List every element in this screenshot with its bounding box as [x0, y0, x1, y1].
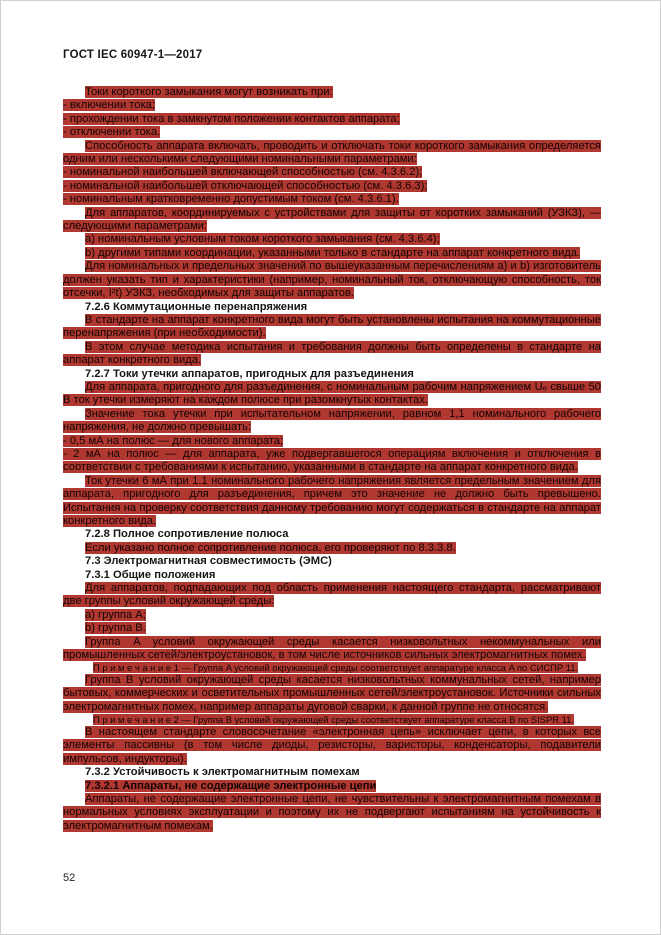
list-item: a) номинальным условным током короткого замыкания (см. 4.3.6.4);	[85, 233, 440, 246]
body-paragraph: Аппараты, не содержащие электронные цепи, не чувствительны к электромагнитным помехам в нормальных условиях эксплуатации и поэтому их не подвергают испытаниям на устойчивость к электромагнитным помехам.	[63, 792, 601, 832]
body-paragraph: Для аппарата, пригодного для разъединения, с номинальным рабочим напряжением Uₑ свыше 50 В ток утечки измеряют на каждом полюсе при разомкнутых контактах.	[63, 380, 601, 407]
body-paragraph: Группа A условий окружающей среды касается низковольтных некоммунальных или промышленных сетей/электроустановок, в том числе источников сильных электромагнитных помех.	[63, 635, 601, 662]
list-item: a) группа A;	[85, 608, 146, 621]
document-body	[63, 86, 601, 833]
list-item: - 0,5 мА на полюс — для нового аппарата;	[63, 434, 284, 447]
clause-heading: 7.2.6 Коммутационные перенапряжения	[85, 300, 308, 313]
clause-heading: 7.3.1 Общие положения	[85, 568, 216, 581]
list-item: - номинальной наибольшей отключающей способностью (см. 4.3.6.3);	[63, 179, 428, 192]
list-item: - отключении тока.	[63, 126, 161, 139]
body-paragraph: Для аппаратов, координируемых с устройствами для защиты от коротких замыканий (УЗКЗ), — следующими параметрами:	[63, 206, 601, 233]
list-item: - 2 мА на полюс — для аппарата, уже подвергавшегося операциям включения и отключения в соответствии с требованиями к испытанию, указанными в стандарте на аппарат конкретного вида.	[63, 447, 601, 474]
clause-heading: 7.3.2 Устойчивость к электромагнитным помехам	[85, 766, 360, 779]
note-paragraph: П р и м е ч а н и е 2 — Группа B условий окружающей среды соответствует аппаратуре класса B по SISPR 11.	[93, 714, 574, 726]
list-item: b) другими типами координации, указанными только в стандарте на аппарат конкретного вида.	[85, 246, 581, 259]
body-paragraph: Значение тока утечки при испытательном напряжении, равном 1,1 номинального рабочего напряжения, не должно превышать:	[63, 407, 601, 434]
body-paragraph: Токи короткого замыкания могут возникать при:	[85, 86, 333, 98]
body-paragraph: Способность аппарата включать, проводить и отключать токи короткого замыкания определяется одним или несколькими следующими номинальными параметрами:	[63, 139, 601, 166]
body-paragraph: Если указано полное сопротивление полюса, его проверяют по 8.3.3.8.	[85, 541, 456, 554]
body-paragraph: В настоящем стандарте словосочетание «электронная цепь» исключает цепи, в которых все элементы пассивны (в том числе диоды, резисторы, варисторы, конденсаторы, подавители импульсов, индукторы).	[63, 725, 601, 765]
note-paragraph: П р и м е ч а н и е 1 — Группа A условий окружающей среды соответствует аппаратуре класса A по СИСПР 11.	[93, 662, 579, 674]
list-item: - номинальной наибольшей включающей способностью (см. 4.3.6.2);	[63, 166, 423, 179]
section-heading: 7.3 Электромагнитная совместимость (ЭМС)	[85, 555, 332, 568]
list-item: - номинальным кратковременно допустимым током (см. 4.3.6.1).	[63, 193, 399, 206]
standard-number: ГОСТ IEC 60947-1—2017	[63, 49, 203, 61]
clause-heading: 7.3.2.1 Аппараты, не содержащие электронные цепи	[85, 779, 377, 792]
list-item: - прохождении тока в замкнутом положении контактов аппарата;	[63, 112, 400, 125]
body-paragraph: В этом случае методика испытания и требования должны быть определены в стандарте на аппарат конкретного вида.	[63, 340, 601, 367]
body-paragraph: Ток утечки 6 мА при 1.1 номинального рабочего напряжения является предельным значением для аппарата, пригодного для разъединения, причем это значение не должно быть превышено. Испытания на проверку соответствия данному требованию могут содержаться в стандарте на аппарат конкретного вида.	[63, 474, 601, 527]
clause-heading: 7.2.8 Полное сопротивление полюса	[85, 528, 289, 541]
list-item: - включении тока;	[63, 99, 155, 112]
page-number: 52	[63, 872, 76, 884]
body-paragraph: Группа B условий окружающей среды касается низковольтных коммунальных сетей, например бытовых, коммерческих и осветительных промышленных сетей/электроустановок. Источники сильных электромагнитных помех, например аппараты дуговой сварки, к данной группе не относятся.	[63, 674, 601, 713]
body-paragraph: Для аппаратов, подпадающих под область применения настоящего стандарта, рассматривают две группы условий окружающей среды:	[63, 582, 601, 608]
body-paragraph: Для номинальных и предельных значений по вышеуказанным перечислениям a) и b) изготовитель должен указать тип и характеристики (например, номинальный ток, отключающую способность, ток отсечки, I²t) УЗКЗ, необходимых для защиты аппаратов.	[63, 260, 601, 300]
clause-heading: 7.2.7 Токи утечки аппаратов, пригодных для разъединения	[85, 367, 414, 380]
list-item: b) группа B.	[85, 622, 146, 635]
document-header	[63, 49, 601, 61]
body-paragraph: В стандарте на аппарат конкретного вида могут быть установлены испытания на коммутационные перенапряжения (при необходимости).	[63, 313, 601, 340]
